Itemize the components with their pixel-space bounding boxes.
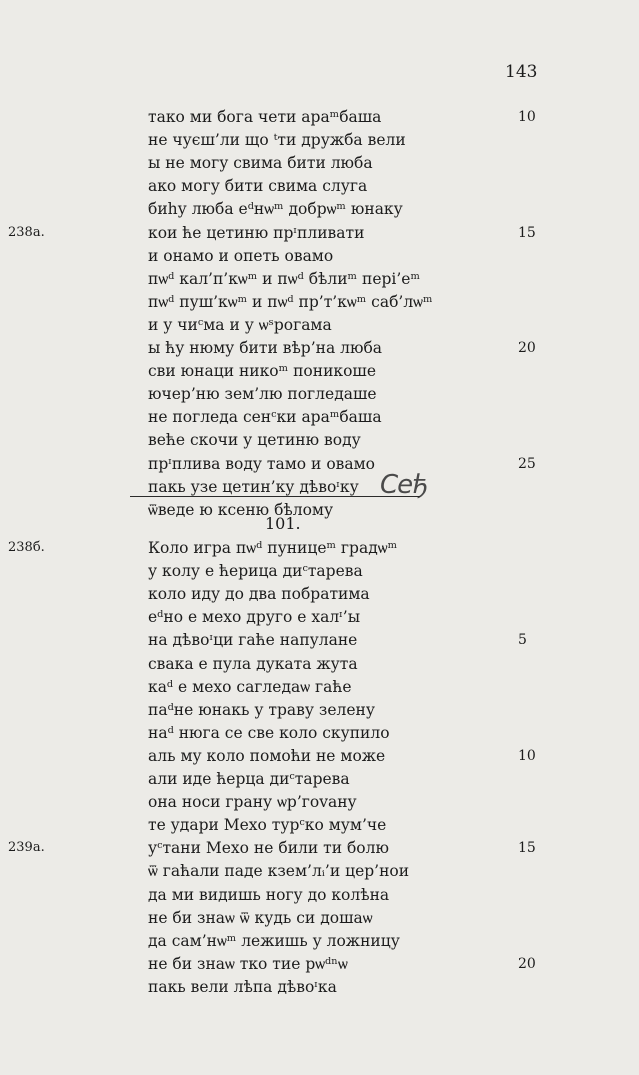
verse-line	[0, 953, 639, 975]
verse-text: ючер’ню зем’лю погледаше	[148, 385, 377, 404]
verse-line	[0, 768, 639, 790]
verse-line	[0, 268, 639, 290]
verse-text: сви юнаци никоᵐ поникоше	[148, 362, 376, 381]
verse-line	[0, 406, 639, 428]
verse-line	[0, 583, 639, 605]
verse-text: не чуєш’ли що ᵗти дружба вели	[148, 131, 406, 150]
verse-text: пѡᵈ пуш’кѡᵐ и пѡᵈ пр’т’кѡᵐ саб’лѡᵐ	[148, 292, 433, 311]
verse-text: те удари Мехо турᶜко мум’че	[148, 816, 387, 835]
verse-text: и онамо и опеть овамо	[148, 246, 334, 265]
verse-line	[0, 499, 639, 521]
verse-text: тако ми бога чети араᵐбаша	[148, 108, 382, 126]
verse-line	[0, 453, 639, 475]
verse-line	[0, 560, 639, 582]
manuscript-reference: 238a.	[8, 224, 45, 240]
verse-text: прᶦплива воду тамо и овамо	[148, 454, 376, 473]
verse-line	[0, 699, 639, 721]
verse-line	[0, 198, 639, 220]
line-number: 15	[518, 840, 536, 857]
section-number: 101.	[265, 514, 301, 533]
verse-line	[0, 537, 639, 559]
verse-text: не погледа сенᶜки араᵐбаша	[148, 408, 382, 427]
verse-line	[0, 606, 639, 628]
verse-line	[0, 860, 639, 882]
verse-line	[0, 429, 639, 451]
verse-line	[0, 629, 639, 651]
line-number: 25	[518, 455, 536, 472]
verse-text: не би знаѡ ѿ кудь си дошаѡ	[148, 908, 373, 927]
verse-text: на дѣвоᶦци гаће напулане	[148, 631, 358, 650]
verse-line	[0, 884, 639, 906]
manuscript-reference: 239a.	[8, 840, 45, 856]
verse-text: Коло игра пѡᵈ пуницеᵐ градѡᵐ	[148, 539, 398, 557]
verse-text: не би знаѡ тко тие рѡᵈⁿѡ	[148, 954, 348, 973]
line-number: 10	[518, 747, 536, 764]
verse-text: пакь вели лѣпа дѣвоᶦка	[148, 977, 337, 996]
verse-text: пѡᵈ кал’п’кѡᵐ и пѡᵈ бѣлиᵐ пері’еᵐ	[148, 269, 420, 288]
verse-line	[0, 106, 639, 128]
page-number: 143	[505, 62, 538, 82]
verse-line	[0, 129, 639, 151]
verse-line	[0, 245, 639, 267]
verse-line	[0, 152, 639, 174]
verse-text: аль му коло помоћи не може	[148, 746, 386, 765]
verse-line	[0, 314, 639, 336]
verse-text: коло иду до два побратима	[148, 585, 370, 604]
verse-line	[0, 976, 639, 998]
verse-line	[0, 837, 639, 859]
verse-text: паᵈне юнакь у траву зелену	[148, 700, 375, 719]
verse-text: да сам’нѡᵐ лежишь у ложницу	[148, 931, 400, 950]
verse-line	[0, 383, 639, 405]
verse-line	[0, 676, 639, 698]
verse-text: али иде ћерца диᶜтарева	[148, 770, 350, 788]
verse-text: ѿведе ю ксеню бѣлому	[148, 500, 334, 519]
verse-line	[0, 175, 639, 197]
verse-text: уᶜтани Мехо не били ти болю	[148, 839, 389, 858]
verse-text: ы ћу нюму бити вѣр’на люба	[148, 339, 383, 357]
verse-text: веће скочи у цетиню воду	[148, 431, 361, 450]
verse-line	[0, 360, 639, 382]
verse-text: биһу люба еᵈнѡᵐ добрѡᵐ юнаку	[148, 200, 403, 219]
verse-text: и у чиᶜма и у ѡˢрогама	[148, 315, 332, 334]
handwritten-annotation: Сеђ	[380, 470, 428, 500]
line-number: 5	[518, 632, 527, 649]
verse-line	[0, 291, 639, 313]
verse-text: ы не могу свима бити люба	[148, 154, 373, 173]
verse-text: у колу е ћерица диᶜтарева	[148, 562, 363, 581]
section-divider	[130, 496, 420, 497]
verse-line	[0, 791, 639, 813]
verse-text: кои ће цетиню прᶦпливати	[148, 223, 365, 242]
verse-line	[0, 745, 639, 767]
verse-text: ѿ гаћали паде кзем’лᵢ’и цер’нои	[148, 862, 410, 881]
verse-text: она носи грану ѡр’гovану	[148, 793, 357, 812]
verse-line	[0, 337, 639, 359]
verse-line	[0, 653, 639, 675]
manuscript-reference: 238б.	[8, 540, 45, 555]
verse-text: пакь узе цетин’ку дѣвоᶦку	[148, 477, 359, 496]
line-number: 10	[518, 109, 536, 125]
verse-line	[0, 930, 639, 952]
verse-line	[0, 476, 639, 498]
verse-line	[0, 814, 639, 836]
verse-text: каᵈ е мехо сагледаѡ гаће	[148, 677, 352, 696]
verse-text: да ми видишь ногу до колѣна	[148, 885, 390, 904]
line-number: 20	[518, 955, 536, 972]
verse-line	[0, 222, 639, 244]
verse-text: свака е пула дуката жута	[148, 654, 358, 673]
verse-line	[0, 907, 639, 929]
line-number: 15	[518, 224, 536, 241]
verse-text: наᵈ нюга се све коло скупило	[148, 723, 390, 742]
verse-text: ако могу бити свима слуга	[148, 177, 368, 196]
verse-text: еᵈно е мехо друго е халᶦ’ы	[148, 608, 361, 627]
verse-line	[0, 722, 639, 744]
line-number: 20	[518, 340, 536, 356]
